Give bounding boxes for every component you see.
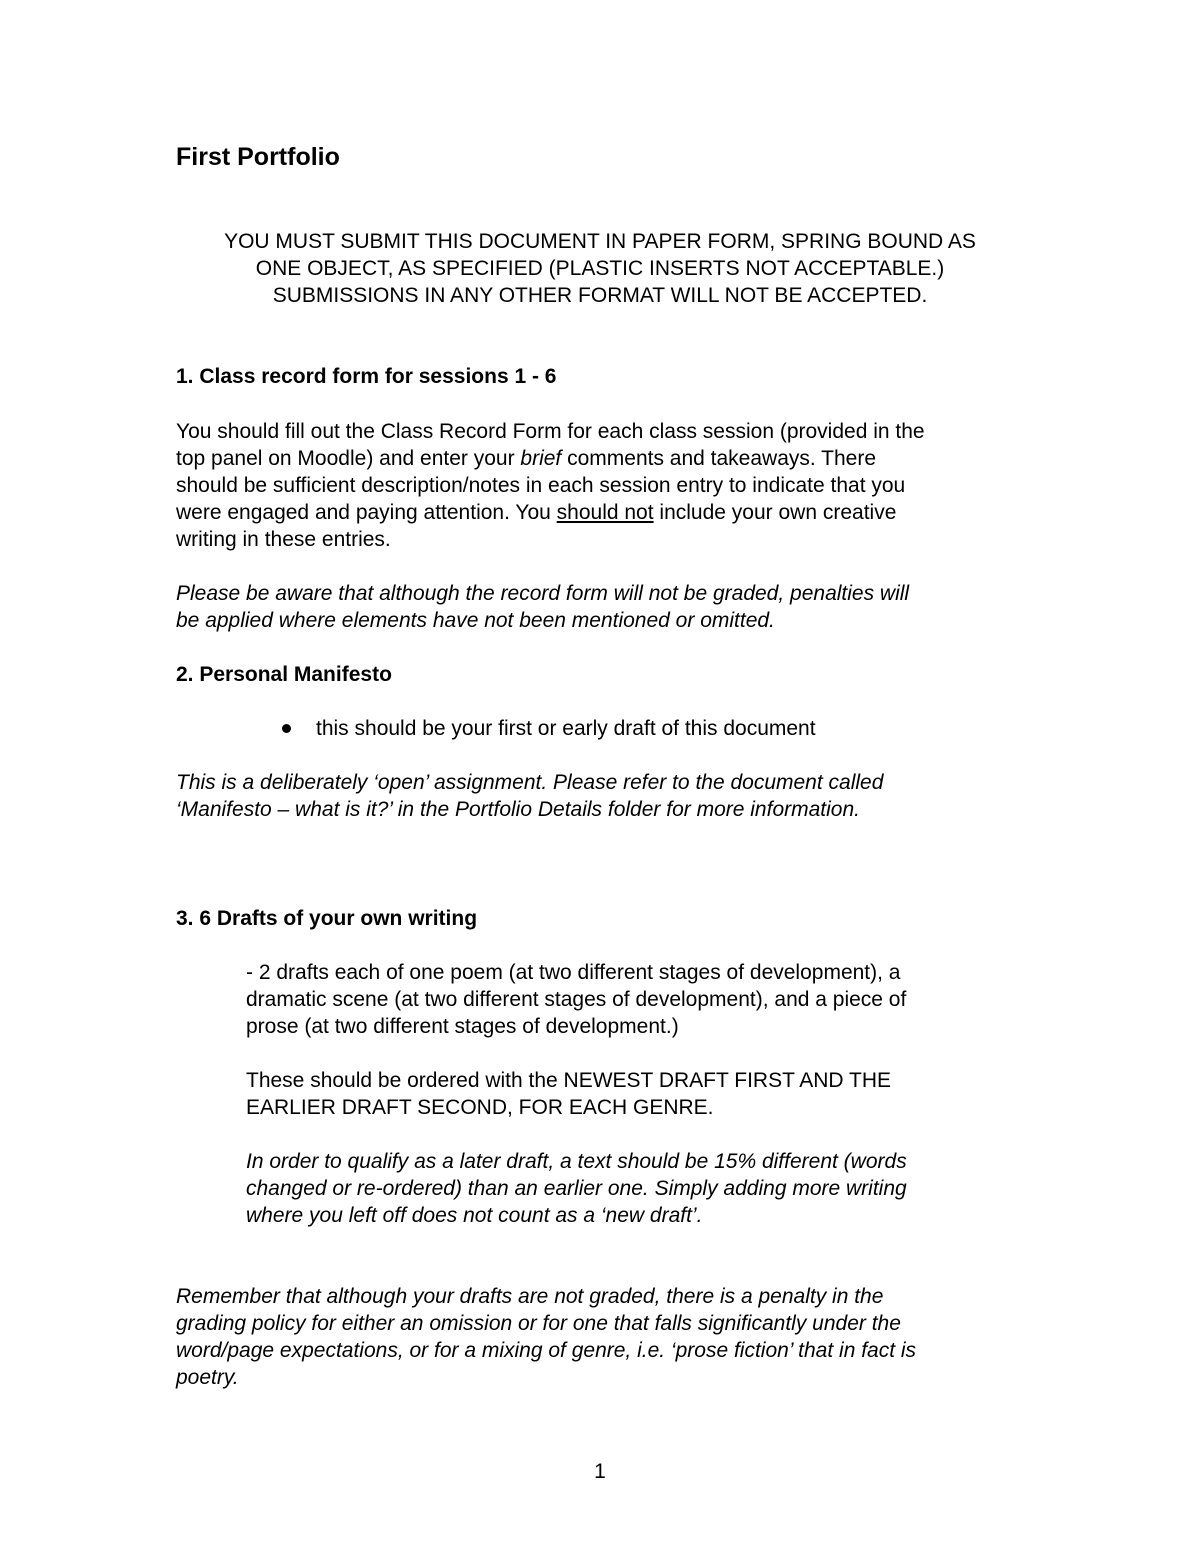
body-line: prose (at two different stages of development.) <box>246 1015 679 1038</box>
body-line: These should be ordered with the NEWEST DRAFT FIRST AND THE <box>246 1069 892 1092</box>
section3-heading: 3. 6 Drafts of your own writing <box>176 907 478 930</box>
underlined-text: should not <box>556 501 654 524</box>
notice-line: SUBMISSIONS IN ANY OTHER FORMAT WILL NOT BE ACCEPTED. <box>272 284 928 307</box>
body-text: comments and takeaways. There <box>561 447 877 470</box>
body-line: dramatic scene (at two different stages of development), and a piece of <box>246 988 907 1011</box>
note-line: In order to qualify as a later draft, a text should be 15% different (words <box>246 1150 907 1173</box>
bullet-icon <box>282 724 291 733</box>
note-line: where you left off does not count as a ‘new draft’. <box>246 1204 703 1227</box>
bullet-text: this should be your first or early draft of this document <box>316 717 816 740</box>
page-title: First Portfolio <box>176 143 340 171</box>
penalty-reminder <box>176 1283 1036 1391</box>
body-line: You should fill out the Class Record Form for each class session (provided in the <box>176 420 925 443</box>
section2-note <box>176 769 1036 823</box>
note-line: be applied where elements have not been mentioned or omitted. <box>176 609 775 632</box>
emphasis-text: brief <box>520 447 562 470</box>
body-line: - 2 drafts each of one poem (at two different stages of development), a <box>246 961 901 984</box>
section1-heading: 1. Class record form for sessions 1 - 6 <box>176 365 557 388</box>
page-number: 1 <box>594 1460 606 1483</box>
body-line <box>176 445 1036 472</box>
drafts-description <box>246 959 1046 1040</box>
note-line: Remember that although your drafts are not graded, there is a penalty in the <box>176 1285 884 1308</box>
body-text: include your own creative <box>653 501 897 524</box>
body-text: top panel on Moodle) and enter your <box>176 447 521 470</box>
section2-heading: 2. Personal Manifesto <box>176 663 392 686</box>
section1-note <box>176 580 1036 634</box>
body-line <box>176 499 1036 526</box>
notice-line: YOU MUST SUBMIT THIS DOCUMENT IN PAPER FORM, SPRING BOUND AS <box>224 230 976 253</box>
notice-line: ONE OBJECT, AS SPECIFIED (PLASTIC INSERTS NOT ACCEPTABLE.) <box>255 257 945 280</box>
body-text: were engaged and paying attention. You <box>176 501 557 524</box>
body-line: should be sufficient description/notes in each session entry to indicate that you <box>176 474 906 497</box>
submission-notice <box>120 228 1080 309</box>
drafts-order <box>246 1067 1046 1121</box>
note-line: poetry. <box>176 1366 239 1389</box>
note-line: changed or re-ordered) than an earlier one. Simply adding more writing <box>246 1177 907 1200</box>
drafts-qualify-note <box>246 1148 1046 1229</box>
body-line: EARLIER DRAFT SECOND, FOR EACH GENRE. <box>246 1096 714 1119</box>
bullet-item <box>282 715 816 742</box>
note-line: grading policy for either an omission or for one that falls significantly under the <box>176 1312 901 1335</box>
body-line: writing in these entries. <box>176 528 391 551</box>
section1-body <box>176 418 1036 553</box>
note-line: ‘Manifesto – what is it?’ in the Portfolio Details folder for more information. <box>176 798 860 821</box>
note-line: This is a deliberately ‘open’ assignment. Please refer to the document called <box>176 771 884 794</box>
note-line: Please be aware that although the record form will not be graded, penalties will <box>176 582 910 605</box>
note-line: word/page expectations, or for a mixing of genre, i.e. ‘prose fiction’ that in fact is <box>176 1339 917 1362</box>
